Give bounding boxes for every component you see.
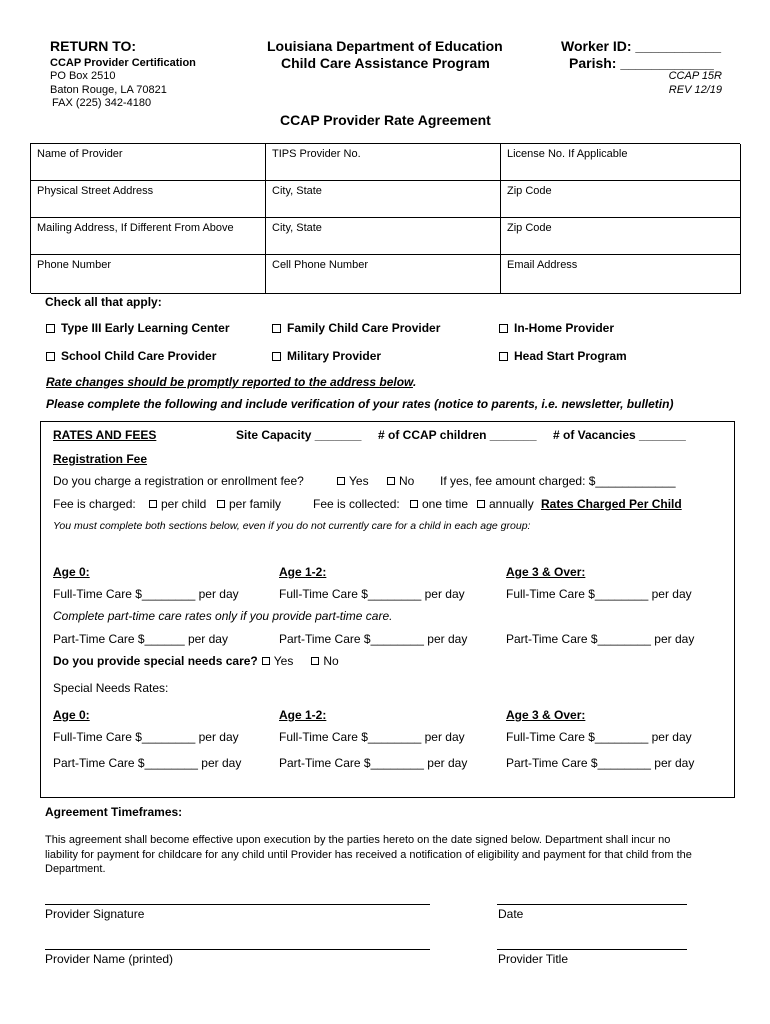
tips-number-field[interactable]: TIPS Provider No.	[266, 144, 501, 181]
checkbox-icon[interactable]	[262, 657, 270, 665]
ccap-children-field[interactable]: # of CCAP children _______	[378, 428, 537, 442]
special-no-option[interactable]: No	[307, 654, 338, 668]
provider-title-line[interactable]	[497, 949, 687, 950]
registration-fee-heading: Registration Fee	[53, 452, 148, 466]
age-3-heading: Age 3 & Over:	[506, 565, 586, 579]
dept-name: CCAP Provider Certification	[50, 57, 196, 69]
checkbox-icon[interactable]	[272, 324, 281, 333]
special-full-time-age-3-field[interactable]: Full-Time Care $________ per day	[506, 730, 692, 744]
per-child-option[interactable]: per child	[145, 497, 206, 511]
cell-phone-field[interactable]: Cell Phone Number	[266, 255, 501, 294]
special-full-time-age-0-field[interactable]: Full-Time Care $________ per day	[53, 730, 239, 744]
address-line-2: Baton Rouge, LA 70821	[50, 84, 167, 96]
per-family-option[interactable]: per family	[213, 497, 281, 511]
option-school[interactable]: School Child Care Provider	[46, 349, 216, 363]
date-label: Date	[498, 907, 524, 921]
mailing-city-state-field[interactable]: City, State	[266, 218, 501, 255]
agreement-text-line-3: Department.	[45, 863, 106, 875]
verification-notice: Please complete the following and include verification of your rates (notice to parents, i.e. newsletter, bulletin)	[46, 397, 674, 411]
form-code: CCAP 15R	[668, 70, 722, 82]
must-complete-note: You must complete both sections below, even if you do not currently care for a child in each age group:	[53, 520, 531, 532]
reg-yes-option[interactable]: Yes	[333, 474, 369, 488]
physical-zip-field[interactable]: Zip Code	[501, 181, 741, 218]
part-time-age-3-field[interactable]: Part-Time Care $________ per day	[506, 632, 695, 646]
special-yes-option[interactable]: Yes	[258, 654, 294, 668]
provider-info-table	[30, 143, 740, 293]
checkbox-icon[interactable]	[499, 352, 508, 361]
address-line-1: PO Box 2510	[50, 70, 116, 82]
phone-field[interactable]: Phone Number	[31, 255, 266, 294]
mailing-address-field[interactable]: Mailing Address, If Different From Above	[31, 218, 266, 255]
physical-city-state-field[interactable]: City, State	[266, 181, 501, 218]
email-field[interactable]: Email Address	[501, 255, 741, 294]
fee-charged-label: Fee is charged:	[53, 497, 136, 511]
age-0-heading: Age 0:	[53, 565, 90, 579]
special-full-time-age-1-2-field[interactable]: Full-Time Care $________ per day	[279, 730, 465, 744]
parish-field[interactable]: Parish: ____________	[569, 55, 714, 71]
checkbox-icon[interactable]	[311, 657, 319, 665]
provider-name-field[interactable]: Name of Provider	[31, 144, 266, 181]
site-capacity-field[interactable]: Site Capacity _______	[236, 428, 362, 442]
check-all-heading: Check all that apply:	[45, 295, 162, 309]
special-part-time-age-3-field[interactable]: Part-Time Care $________ per day	[506, 756, 695, 770]
return-to-label: RETURN TO:	[50, 38, 137, 54]
rates-per-child-heading: Rates Charged Per Child	[541, 497, 682, 511]
special-part-time-age-1-2-field[interactable]: Part-Time Care $________ per day	[279, 756, 468, 770]
checkbox-icon[interactable]	[46, 352, 55, 361]
fee-amount-field[interactable]: If yes, fee amount charged: $____________	[440, 474, 676, 488]
signature-line[interactable]	[45, 904, 430, 905]
special-needs-rates-label: Special Needs Rates:	[53, 681, 169, 695]
part-time-age-1-2-field[interactable]: Part-Time Care $________ per day	[279, 632, 468, 646]
special-age-0-heading: Age 0:	[53, 708, 90, 722]
checkbox-icon[interactable]	[499, 324, 508, 333]
special-needs-question: Do you provide special needs care? Yes No	[53, 654, 339, 668]
checkbox-icon[interactable]	[387, 477, 395, 485]
mailing-zip-field[interactable]: Zip Code	[501, 218, 741, 255]
provider-name-line[interactable]	[45, 949, 430, 950]
worker-id-field[interactable]: Worker ID: ___________	[561, 38, 722, 54]
agreement-text-line-2: liability for payment for childcare for any child until Provider has received a notification of eligibility and payment for that child from the	[45, 849, 692, 861]
reg-no-option[interactable]: No	[383, 474, 414, 488]
checkbox-icon[interactable]	[477, 500, 485, 508]
special-part-time-age-0-field[interactable]: Part-Time Care $________ per day	[53, 756, 242, 770]
reg-question: Do you charge a registration or enrollment fee?	[53, 474, 304, 488]
special-age-1-2-heading: Age 1-2:	[279, 708, 327, 722]
agency-name: Louisiana Department of Education	[267, 38, 503, 54]
checkbox-icon[interactable]	[410, 500, 418, 508]
option-head-start[interactable]: Head Start Program	[499, 349, 627, 363]
form-revision: REV 12/19	[668, 84, 722, 96]
provider-title-label: Provider Title	[498, 952, 569, 966]
provider-name-label: Provider Name (printed)	[45, 952, 174, 966]
license-number-field[interactable]: License No. If Applicable	[501, 144, 741, 181]
special-age-3-heading: Age 3 & Over:	[506, 708, 586, 722]
full-time-age-3-field[interactable]: Full-Time Care $________ per day	[506, 587, 692, 601]
checkbox-icon[interactable]	[337, 477, 345, 485]
agreement-heading: Agreement Timeframes:	[45, 805, 183, 819]
checkbox-icon[interactable]	[46, 324, 55, 333]
one-time-option[interactable]: one time	[406, 497, 468, 511]
part-time-age-0-field[interactable]: Part-Time Care $______ per day	[53, 632, 228, 646]
date-line[interactable]	[497, 904, 687, 905]
fee-collected-label: Fee is collected:	[313, 497, 400, 511]
checkbox-icon[interactable]	[217, 500, 225, 508]
rate-change-notice: Rate changes should be promptly reported to the address below.	[46, 375, 417, 389]
full-time-age-1-2-field[interactable]: Full-Time Care $________ per day	[279, 587, 465, 601]
checkbox-icon[interactable]	[149, 500, 157, 508]
option-military[interactable]: Military Provider	[272, 349, 381, 363]
program-name: Child Care Assistance Program	[281, 55, 490, 71]
physical-address-field[interactable]: Physical Street Address	[31, 181, 266, 218]
checkbox-icon[interactable]	[272, 352, 281, 361]
part-time-note: Complete part-time care rates only if you provide part-time care.	[53, 609, 393, 623]
vacancies-field[interactable]: # of Vacancies _______	[553, 428, 686, 442]
page-title: CCAP Provider Rate Agreement	[280, 112, 491, 128]
age-1-2-heading: Age 1-2:	[279, 565, 327, 579]
fax-number: FAX (225) 342-4180	[52, 97, 152, 109]
annually-option[interactable]: annually	[473, 497, 534, 511]
option-type3[interactable]: Type III Early Learning Center	[46, 321, 230, 335]
rates-heading: RATES AND FEES	[53, 428, 157, 442]
option-in-home[interactable]: In-Home Provider	[499, 321, 614, 335]
provider-signature-label: Provider Signature	[45, 907, 145, 921]
option-family[interactable]: Family Child Care Provider	[272, 321, 440, 335]
agreement-text-line-1: This agreement shall become effective upon execution by the parties hereto on the date signed below. Department shall incur no	[45, 834, 671, 846]
full-time-age-0-field[interactable]: Full-Time Care $________ per day	[53, 587, 239, 601]
